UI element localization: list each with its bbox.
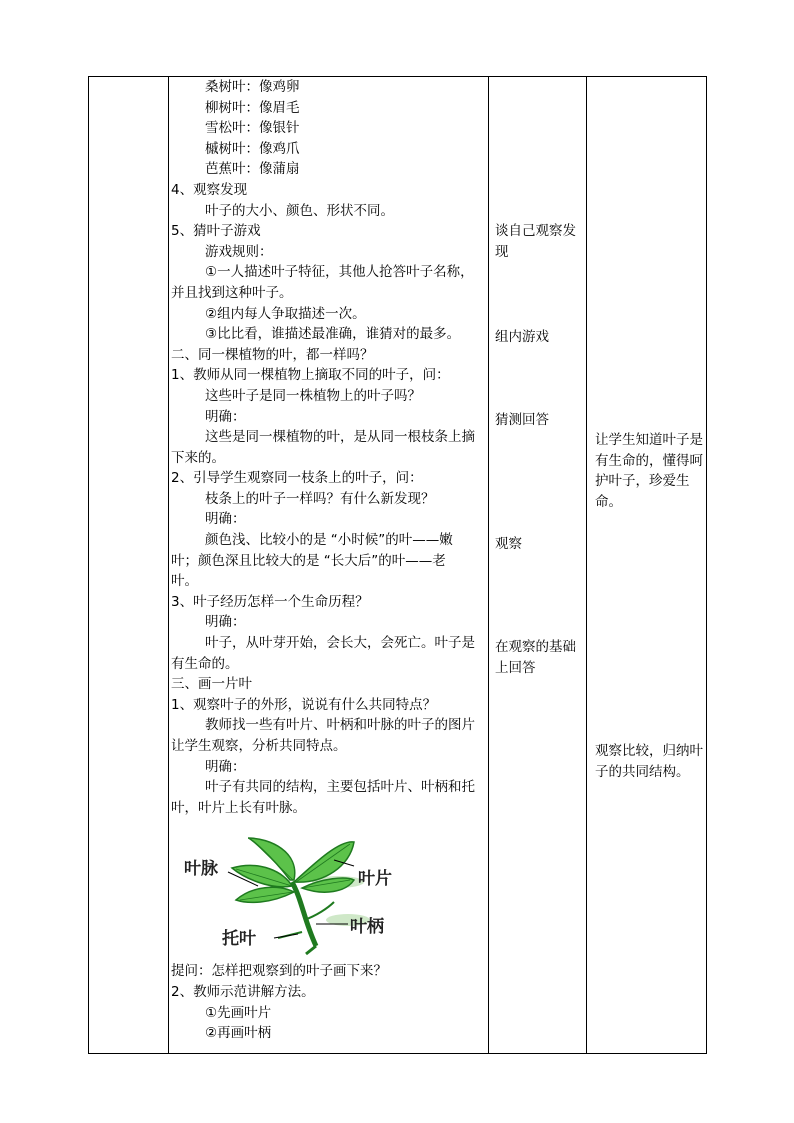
label-blade: 叶片 (358, 869, 392, 889)
content-line: ②再画叶柄 (205, 1025, 272, 1042)
content-line: ①一人描述叶子特征，其他人抢答叶子名称， (205, 264, 474, 281)
content-line: 教师找一些有叶片、叶柄和叶脉的叶子的图片 (205, 717, 475, 734)
content-line: 叶子，从叶芽开始，会长大，会死亡。叶子是 (205, 635, 475, 652)
content-line: ①先画叶片 (205, 1004, 272, 1021)
content-line: 1、教师从同一棵植物上摘取不同的叶子，问： (171, 367, 450, 384)
content-line: 叶子的大小、颜色、形状不同。 (205, 202, 394, 219)
activity-text: 谈自己观察发现 (495, 223, 576, 260)
content-line: 叶；颜色深且比较大的是 “长大后”的叶——老 (171, 552, 446, 569)
content-line: 桑树叶：像鸡卵 (205, 79, 300, 95)
content-line: 提问：怎样把观察到的叶子画下来？ (171, 963, 387, 980)
content-line: 并且找到这种叶子。 (171, 284, 293, 301)
intent-text: 让学生知道叶子是有生命的，懂得呵护叶子，珍爱生命。 (595, 432, 703, 510)
content-line: 3、叶子经历怎样一个生命历程？ (171, 593, 369, 610)
content-line: 这些叶子是同一株植物上的叶子吗？ (205, 387, 421, 404)
content-line: 5、猜叶子游戏 (171, 223, 261, 240)
label-petiole: 叶柄 (350, 917, 384, 937)
content-line: 柳树叶：像眉毛 (205, 99, 300, 116)
content-line: 4、观察发现 (171, 181, 248, 198)
content-line: ②组内每人争取描述一次。 (205, 305, 366, 322)
content-line: 叶。 (171, 573, 198, 590)
content-line: 芭蕉叶：像蒲扇 (205, 161, 300, 178)
content-line: 明确： (205, 614, 246, 631)
column-divider (488, 77, 489, 1053)
content-line: 2、教师示范讲解方法。 (171, 983, 315, 1000)
content-line: 游戏规则： (205, 243, 273, 260)
content-line: 下来的。 (171, 449, 225, 466)
content-line: ③比比看，谁描述最准确，谁猜对的最多。 (205, 326, 461, 343)
content-lines-after-figure (171, 961, 487, 1043)
column-divider (586, 77, 587, 1053)
content-line: 叶子有共同的结构，主要包括叶片、叶柄和托 (205, 779, 475, 796)
leaf-left-lower (236, 887, 294, 902)
activity-text: 组内游戏 (495, 329, 549, 345)
leaf-structure-figure (178, 828, 423, 963)
content-line: 枝条上的叶子一样吗？有什么新发现？ (205, 490, 435, 507)
content-lines-before-figure (171, 77, 487, 818)
stem-base (306, 946, 316, 954)
leaf-diagram (178, 828, 423, 963)
intent-text: 观察比较，归纳叶子的共同结构。 (595, 743, 703, 780)
content-line: 有生命的。 (171, 655, 239, 672)
content-line: 明确： (205, 758, 246, 775)
content-line: 三、画一片叶 (171, 676, 252, 693)
content-line: 叶，叶片上长有叶脉。 (171, 799, 306, 816)
activity-text: 猜测回答 (495, 412, 549, 428)
content-line: 颜色浅、比较小的是 “小时候”的叶——嫩 (205, 532, 453, 549)
label-stipule: 托叶 (222, 929, 256, 949)
content-line: 明确： (205, 408, 246, 425)
column-divider (168, 77, 169, 1053)
content-line: 明确： (205, 511, 246, 528)
content-line: 1、观察叶子的外形，说说有什么共同特点？ (171, 696, 437, 713)
content-line: 二、同一棵植物的叶，都一样吗？ (171, 346, 374, 363)
content-line: 让学生观察，分析共同特点。 (171, 738, 347, 754)
activity-text: 观察 (495, 536, 522, 552)
activity-text: 在观察的基础上回答 (495, 639, 576, 676)
content-line: 这些是同一棵植物的叶，是从同一根枝条上摘 (205, 429, 475, 446)
content-line: 2、引导学生观察同一枝条上的叶子，问： (171, 470, 423, 487)
label-vein: 叶脉 (184, 859, 218, 879)
content-line: 槭树叶：像鸡爪 (205, 140, 300, 157)
content-line: 雪松叶：像银针 (205, 120, 300, 137)
stipule-pointer (274, 934, 298, 938)
